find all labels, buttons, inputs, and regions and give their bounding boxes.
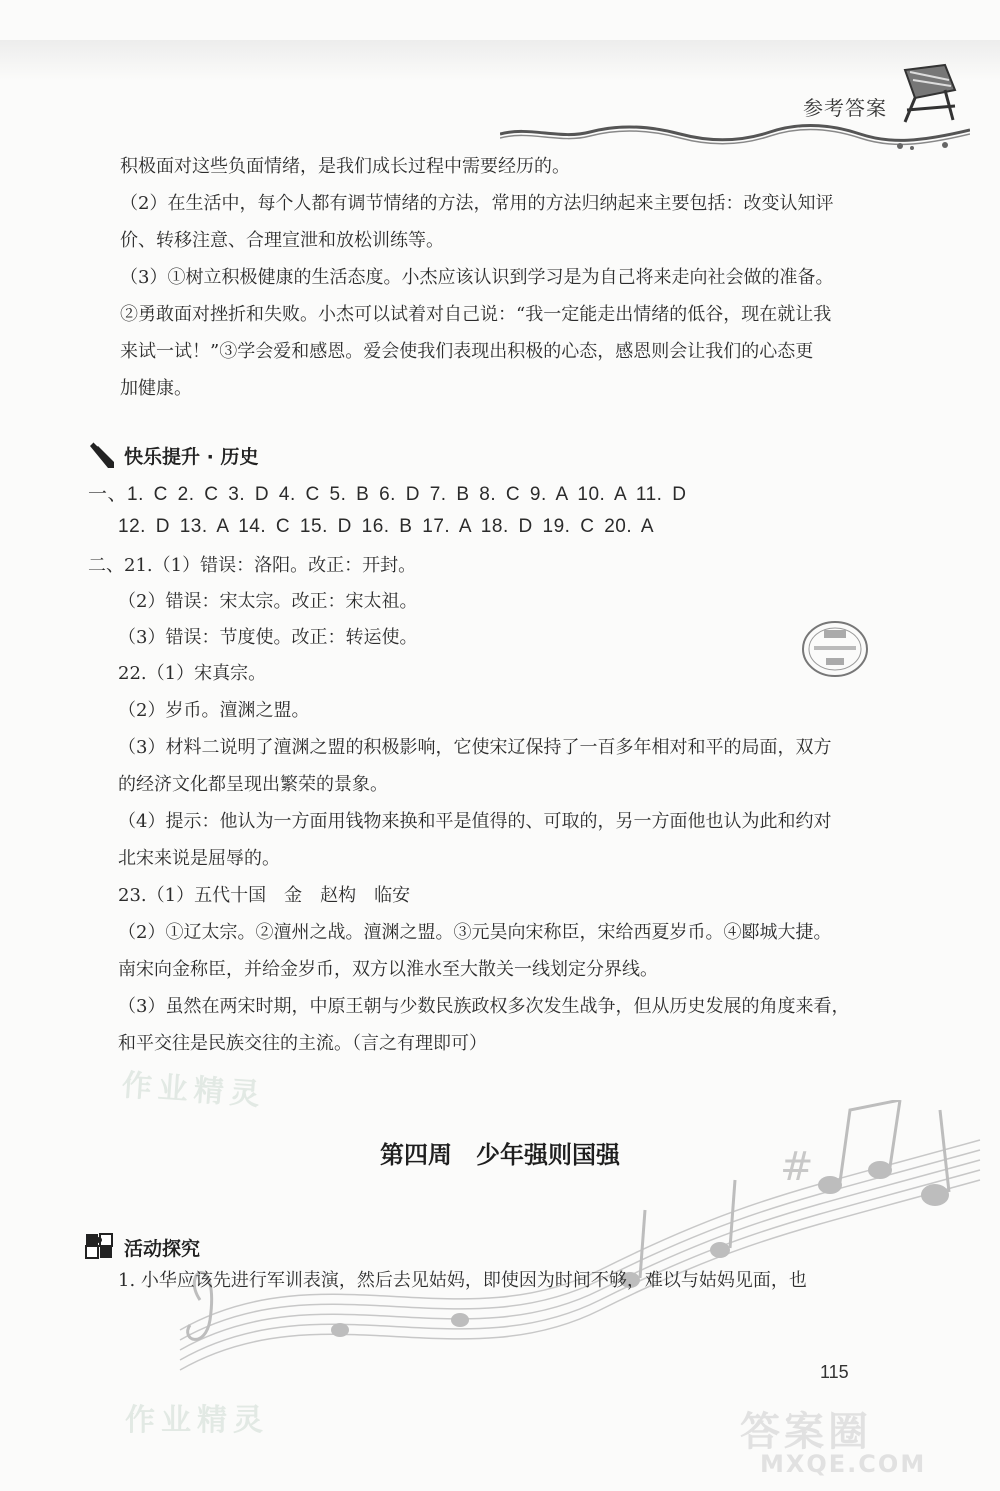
mcq-line-2: 12. D 13. A 14. C 15. D 16. B 17. A 18. D 19. C 20. A [118, 516, 655, 537]
para-line-6: 来试一试！”③学会爱和感恩。爱会使我们表现出积极的心态，感恩则会让我们的心态更 [120, 341, 814, 362]
answer-line: 和平交往是民族交往的主流。（言之有理即可） [118, 1033, 487, 1054]
watermark: 作业精灵 [120, 1068, 267, 1113]
answer-line: （2）①辽太宗。②澶州之战。澶渊之盟。③元昊向宋称臣，宋给西夏岁币。④郾城大捷。 [118, 922, 832, 943]
watermark-logo: 答案圈 [740, 1409, 872, 1455]
answer-line: （4）提示：他认为一方面用钱物来换和平是值得的、可取的，另一方面他也认为此和约对 [118, 811, 832, 832]
mcq-line-1: 一、1. C 2. C 3. D 4. C 5. B 6. D 7. B 8. C 9. A 10. A 11. D [88, 484, 687, 505]
answer-line: （3）虽然在两宋时期，中原王朝与少数民族政权多次发生战争，但从历史发展的角度来看， [118, 996, 850, 1017]
answer-line: （2）岁币。澶渊之盟。 [118, 700, 310, 721]
para-line-5: ②勇敢面对挫折和失败。小杰可以试着对自己说：“我一定能走出情绪的低谷，现在就让我 [120, 304, 832, 325]
puzzle-icon [84, 1230, 116, 1260]
stamp-icon [800, 618, 870, 680]
answer-line: 南宋向金称臣，并给金岁币，双方以淮水至大散关一线划定分界线。 [118, 959, 658, 980]
answer-line: （2）错误：宋太宗。改正：宋太祖。 [118, 591, 418, 612]
para-line-3: 价、转移注意、合理宣泄和放松训练等。 [120, 230, 444, 251]
pencil-icon [86, 440, 116, 470]
header-title: 参考答案 [803, 96, 887, 120]
answer-line: 23.（1）五代十国 金 赵构 临安 [118, 885, 411, 906]
watermark-url: MXQE.COM [760, 1450, 927, 1478]
answer-line: 二、21.（1）错误：洛阳。改正：开封。 [88, 555, 417, 576]
answer-line: 22.（1）宋真宗。 [118, 663, 267, 684]
svg-text:#: # [780, 1144, 814, 1190]
header-shadow [0, 40, 1000, 80]
answer-line: 北宋来说是屈辱的。 [118, 848, 280, 869]
para-line-1: 积极面对这些负面情绪，是我们成长过程中需要经历的。 [120, 156, 570, 177]
answer-line: （3）材料二说明了澶渊之盟的积极影响，它使宋辽保持了一百多年相对和平的局面，双方 [118, 737, 832, 758]
answer-line: 的经济文化都呈现出繁荣的景象。 [118, 774, 388, 795]
para-line-4: （3）①树立积极健康的生活态度。小杰应该认识到学习是为自己将来走向社会做的准备。 [120, 267, 834, 288]
activity-section-title: 活动探究 [124, 1238, 201, 1260]
history-section-title: 快乐提升 · 历史 [124, 446, 259, 468]
para-line-7: 加健康。 [120, 378, 192, 399]
page-number: 115 [820, 1362, 849, 1382]
watermark: 作业精灵 [125, 1403, 269, 1438]
chapter-title: 第四周 少年强则国强 [380, 1141, 620, 1169]
answer-line: （3）错误：节度使。改正：转运使。 [118, 627, 418, 648]
beach-chair-icon [885, 60, 965, 130]
activity-line-1: 1. 小华应该先进行军训表演，然后去见姑妈，即使因为时间不够，难以与姑妈见面，也 [118, 1270, 807, 1291]
para-line-2: （2）在生活中，每个人都有调节情绪的方法，常用的方法归纳起来主要包括：改变认知评 [120, 193, 834, 214]
